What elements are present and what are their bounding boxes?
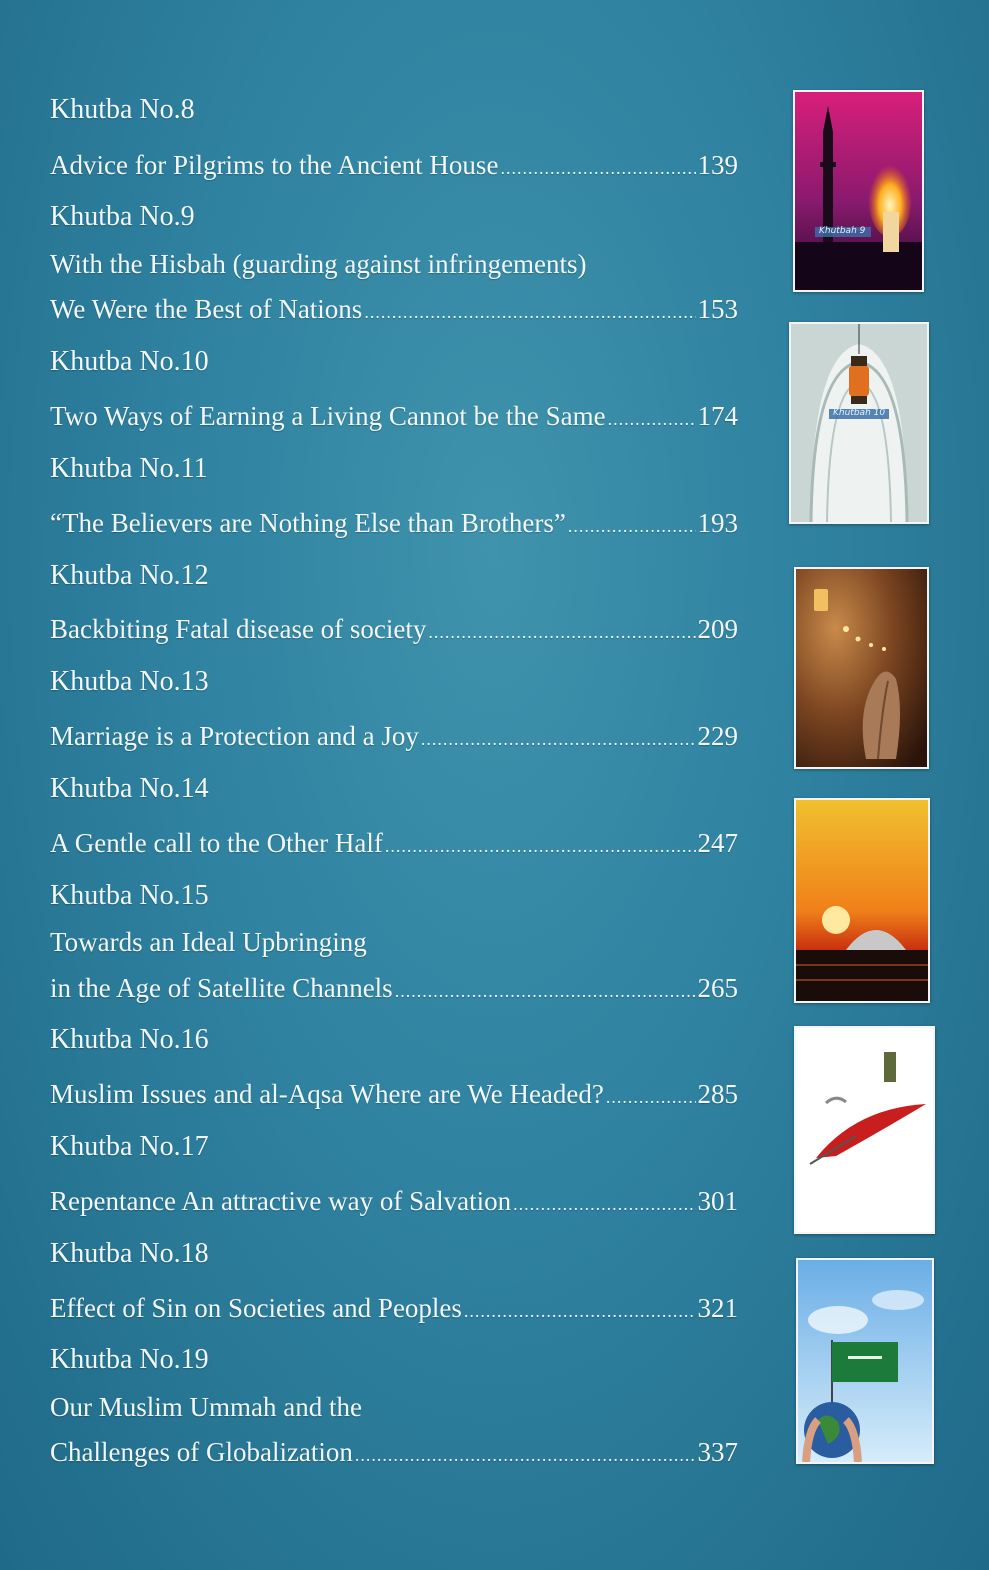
entry-title: Muslim Issues and al-Aqsa Where are We Headed? [50, 1079, 604, 1109]
entry-title: Effect of Sin on Societies and Peoples [50, 1293, 462, 1323]
khutba-heading: Khutba No.13 [50, 666, 209, 697]
toc-entry[interactable] [50, 506, 738, 543]
toc-entry[interactable] [50, 1184, 738, 1221]
toc-entry[interactable] [50, 971, 738, 1008]
image-caption: Khutbah 9 [819, 226, 866, 236]
khutba-heading: Khutba No.11 [50, 453, 208, 484]
leader-dots [395, 974, 696, 1008]
page-number: 301 [697, 1186, 738, 1216]
khutba-heading: Khutba No.10 [50, 346, 209, 377]
leader-dots [364, 295, 695, 329]
entry-title: in the Age of Satellite Channels [50, 973, 393, 1003]
page-number: 209 [697, 614, 738, 644]
toc-entry[interactable] [50, 826, 738, 863]
toc-entry[interactable] [50, 148, 738, 185]
page-number: 174 [697, 401, 738, 431]
entry-title-line: With the Hisbah (guarding against infringements) [50, 249, 587, 279]
image-caption: Khutbah 10 [833, 408, 886, 418]
leader-dots [500, 151, 695, 185]
khutba-heading: Khutba No.18 [50, 1238, 209, 1269]
entry-title-line: Our Muslim Ummah and the [50, 1392, 362, 1422]
entry-title: Backbiting Fatal disease of society [50, 614, 427, 644]
page-number: 285 [697, 1079, 738, 1109]
minaret-candle-image [793, 90, 924, 292]
toc-entry[interactable] [50, 719, 738, 756]
page-number: 337 [697, 1437, 738, 1467]
toc-entry[interactable] [50, 292, 738, 329]
page-number: 321 [697, 1293, 738, 1323]
entry-title: “The Believers are Nothing Else than Brothers” [50, 508, 566, 538]
leader-dots [385, 829, 696, 863]
entry-title: Marriage is a Protection and a Joy [50, 721, 419, 751]
khutba-heading: Khutba No.12 [50, 560, 209, 591]
entry-title: A Gentle call to the Other Half [50, 828, 383, 858]
leader-dots [606, 1080, 696, 1114]
page-number: 139 [697, 150, 738, 180]
leader-dots [513, 1187, 695, 1221]
entry-title: Repentance An attractive way of Salvation [50, 1186, 512, 1216]
toc-entry[interactable] [50, 1291, 738, 1328]
toc-entry[interactable] [50, 1077, 738, 1114]
flag-globe-hands-image [796, 1258, 934, 1464]
khutba-heading: Khutba No.17 [50, 1131, 209, 1162]
khutba-heading: Khutba No.9 [50, 201, 195, 232]
toc-entry[interactable] [50, 612, 738, 649]
dome-sunset-image [794, 798, 930, 1003]
entry-title: Challenges of Globalization [50, 1437, 353, 1467]
quill-pen-image [794, 1026, 935, 1234]
entry-title: Advice for Pilgrims to the Ancient House [50, 150, 499, 180]
leader-dots [608, 402, 696, 436]
khutba-heading: Khutba No.16 [50, 1024, 209, 1055]
page-number: 193 [697, 508, 738, 538]
praying-hands-lantern-image [794, 567, 929, 769]
page-number: 265 [697, 973, 738, 1003]
leader-dots [464, 1294, 696, 1328]
lantern-arches-image [789, 322, 929, 524]
page-number: 153 [697, 294, 738, 324]
leader-dots [421, 722, 696, 756]
page-number: 247 [697, 828, 738, 858]
toc-entry[interactable] [50, 399, 738, 436]
leader-dots [355, 1438, 696, 1472]
page-number: 229 [697, 721, 738, 751]
entry-title: Two Ways of Earning a Living Cannot be the Same [50, 401, 606, 431]
entry-title: We Were the Best of Nations [50, 294, 363, 324]
toc-entry[interactable] [50, 1435, 738, 1472]
khutba-heading: Khutba No.8 [50, 94, 195, 125]
khutba-heading: Khutba No.14 [50, 773, 209, 804]
khutba-heading: Khutba No.19 [50, 1344, 209, 1375]
entry-title-line: Towards an Ideal Upbringing [50, 927, 367, 957]
leader-dots [568, 509, 696, 543]
khutba-heading: Khutba No.15 [50, 880, 209, 911]
leader-dots [428, 615, 695, 649]
